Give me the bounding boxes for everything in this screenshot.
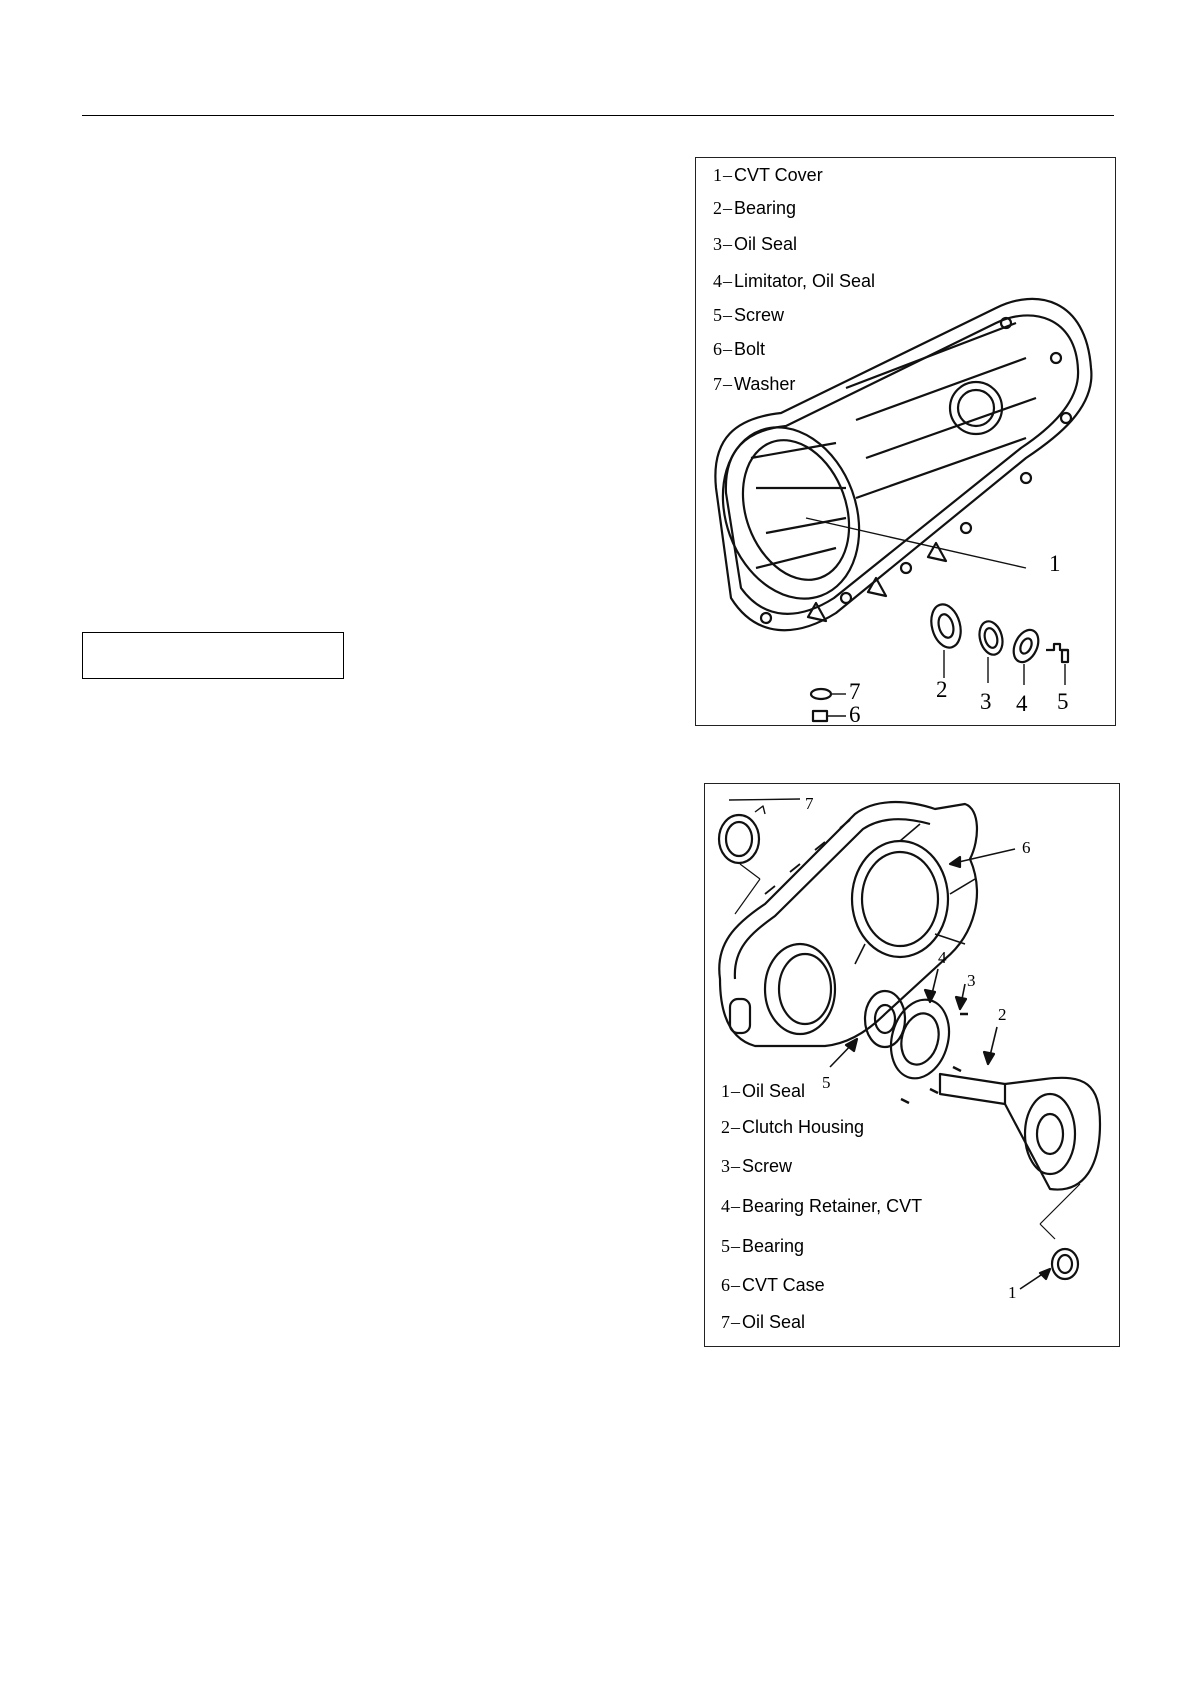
legend-item: 7– Washer bbox=[713, 374, 796, 394]
callout-3: 3 bbox=[967, 971, 976, 990]
callout-6: 6 bbox=[1022, 838, 1031, 857]
figure-cvt-case bbox=[704, 783, 1120, 1347]
legend-item: 4– Limitator, Oil Seal bbox=[713, 271, 876, 291]
empty-label-box bbox=[82, 632, 344, 679]
callout-3: 3 bbox=[980, 689, 992, 714]
legend-item: 2– Bearing bbox=[713, 198, 797, 218]
legend-item: 2– Clutch Housing bbox=[721, 1117, 865, 1137]
callout-2: 2 bbox=[998, 1005, 1007, 1024]
legend-item: 1– Oil Seal bbox=[721, 1081, 806, 1101]
legend-item: 6– Bolt bbox=[713, 339, 766, 359]
callout-2: 2 bbox=[936, 677, 948, 702]
callout-7: 7 bbox=[849, 679, 861, 704]
legend-item: 3– Oil Seal bbox=[713, 234, 798, 254]
callout-4: 4 bbox=[938, 948, 947, 967]
callout-7: 7 bbox=[805, 794, 814, 813]
callout-1: 1 bbox=[1008, 1283, 1017, 1302]
callout-5: 5 bbox=[1057, 689, 1069, 714]
legend-item: 5– Bearing bbox=[721, 1236, 805, 1256]
header-rule bbox=[82, 115, 1114, 116]
legend-item: 3– Screw bbox=[721, 1156, 793, 1176]
figure-cvt-cover bbox=[695, 157, 1116, 726]
callout-1: 1 bbox=[1049, 551, 1061, 576]
legend-item: 5– Screw bbox=[713, 305, 785, 325]
legend-item: 6– CVT Case bbox=[721, 1275, 825, 1295]
callout-6: 6 bbox=[849, 702, 861, 726]
legend-item: 4– Bearing Retainer, CVT bbox=[721, 1196, 923, 1216]
legend-item: 1– CVT Cover bbox=[713, 165, 823, 185]
cvt-case-illustration bbox=[705, 784, 1120, 1347]
callout-4: 4 bbox=[1016, 691, 1028, 716]
legend-item: 7– Oil Seal bbox=[721, 1312, 806, 1332]
callout-5: 5 bbox=[822, 1073, 831, 1092]
